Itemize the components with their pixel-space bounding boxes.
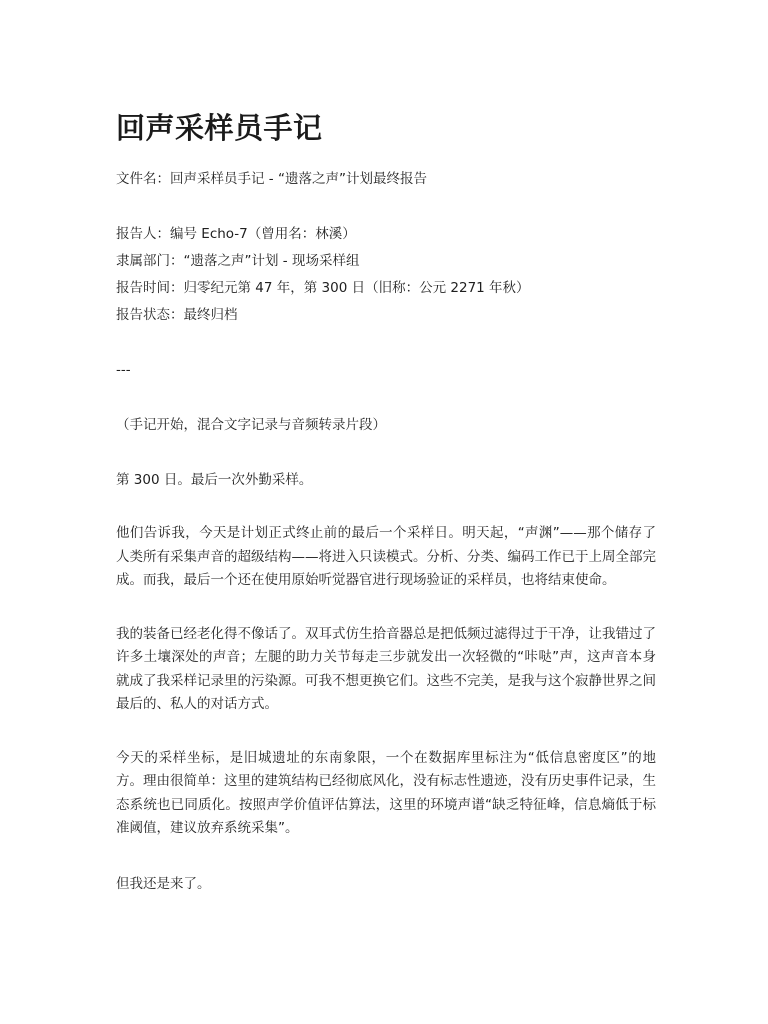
spacer: [116, 384, 656, 412]
paragraph: 他们告诉我，今天是计划正式终止前的最后一个采样日。明天起，“声渊”——那个储存了人类所有采集声音的超级结构——将进入只读模式。分析、分类、编码工作已于上周全部完成。而我，最后一个还在使用原始听觉器官进行现场验证的采样员，也将结束使命。: [116, 525, 656, 588]
spacer: [116, 494, 656, 522]
document-page: [116, 108, 656, 898]
closing-line: 但我还是来了。: [116, 875, 211, 892]
spacer: [116, 193, 656, 221]
paragraph: 今天的采样坐标，是旧城遗址的东南象限，一个在数据库里标注为“低信息密度区”的地方。理由很简单：这里的建筑结构已经彻底风化，没有标志性遗迹，没有历史事件记录，生态系统也已同质化。按照声学价值评估算法，这里的环境声谱“缺乏特征峰，信息熵低于标准阈值，建议放弃系统采集”。: [116, 749, 656, 836]
spacer: [116, 593, 656, 623]
meta-report-status: 报告状态：最终归档: [116, 307, 238, 323]
spacer: [116, 841, 656, 871]
meta-reporter: 报告人：编号 Echo-7（曾用名：林溪）: [116, 226, 356, 242]
spacer: [116, 439, 656, 467]
meta-department: 隶属部门：“遗落之声”计划 - 现场采样组: [116, 253, 360, 269]
separator: ---: [116, 362, 131, 378]
document-title: 回声采样员手记: [116, 111, 323, 145]
meta-report-time: 报告时间：归零纪元第 47 年，第 300 日（旧称：公元 2271 年秋）: [116, 280, 530, 296]
spacer: [116, 717, 656, 747]
spacer: [116, 329, 656, 357]
paragraph: 我的装备已经老化得不像话了。双耳式仿生拾音器总是把低频过滤得过于干净，让我错过了许多土壤深处的声音；左腿的助力关节每走三步就发出一次轻微的“咔哒”声，这声音本身就成了我采样记录里的污染源。可我不想更换它们。这些不完美，是我与这个寂静世界之间最后的、私人的对话方式。: [116, 625, 656, 712]
day-line: 第 300 日。最后一次外勤采样。: [116, 472, 313, 488]
filename-line: 文件名：回声采样员手记 - “遗落之声”计划最终报告: [116, 171, 427, 187]
transcript-note: （手记开始，混合文字记录与音频转录片段）: [116, 417, 386, 433]
